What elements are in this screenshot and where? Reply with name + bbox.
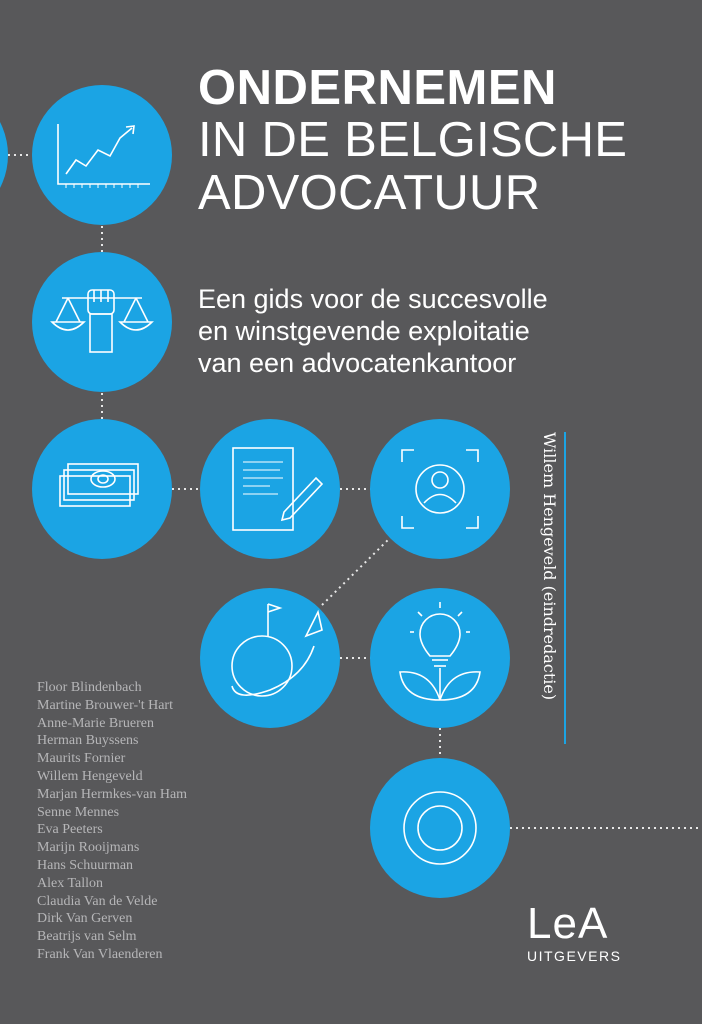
author-name: Hans Schuurman <box>37 857 134 873</box>
author-name: Floor Blindenbach <box>37 680 142 695</box>
author-name: Beatrijs van Selm <box>37 929 137 945</box>
subtitle-line-1: Een gids voor de succesvolle <box>198 284 548 314</box>
author-name: Marijn Rooijmans <box>37 840 140 856</box>
editor-credit: Willem Hengeveld (eindredactie) <box>538 432 566 744</box>
author-name: Herman Buyssens <box>37 733 139 749</box>
author-name: Dirk Van Gerven <box>37 911 133 927</box>
author-name: Willem Hengeveld <box>37 768 143 784</box>
author-name: Senne Mennes <box>37 804 120 820</box>
author-name: Claudia Van de Velde <box>37 893 158 909</box>
author-name: Alex Tallon <box>37 875 104 891</box>
author-name: Maurits Fornier <box>37 751 126 767</box>
author-name: Frank Van Vlaenderen <box>37 946 163 962</box>
author-name: Anne-Marie Brueren <box>37 715 155 731</box>
title-line-2: IN DE BELGISCHE <box>198 113 628 167</box>
title-line-1: ONDERNEMEN <box>198 61 557 115</box>
publisher-logo-mark: LeA <box>527 899 609 948</box>
book-subtitle <box>198 283 548 379</box>
subtitle-line-2: en winstgevende exploitatie <box>198 316 530 346</box>
author-list <box>37 679 187 964</box>
publisher-logo <box>527 899 622 964</box>
author-name: Marjan Hermkes-van Ham <box>37 786 188 802</box>
author-name: Martine Brouwer-'t Hart <box>37 697 173 713</box>
book-title <box>198 62 627 220</box>
author-name: Eva Peeters <box>37 822 103 838</box>
subtitle-line-3: van een advocatenkantoor <box>198 348 517 378</box>
publisher-name: UITGEVERS <box>527 948 622 964</box>
title-line-3: ADVOCATUUR <box>198 166 541 220</box>
